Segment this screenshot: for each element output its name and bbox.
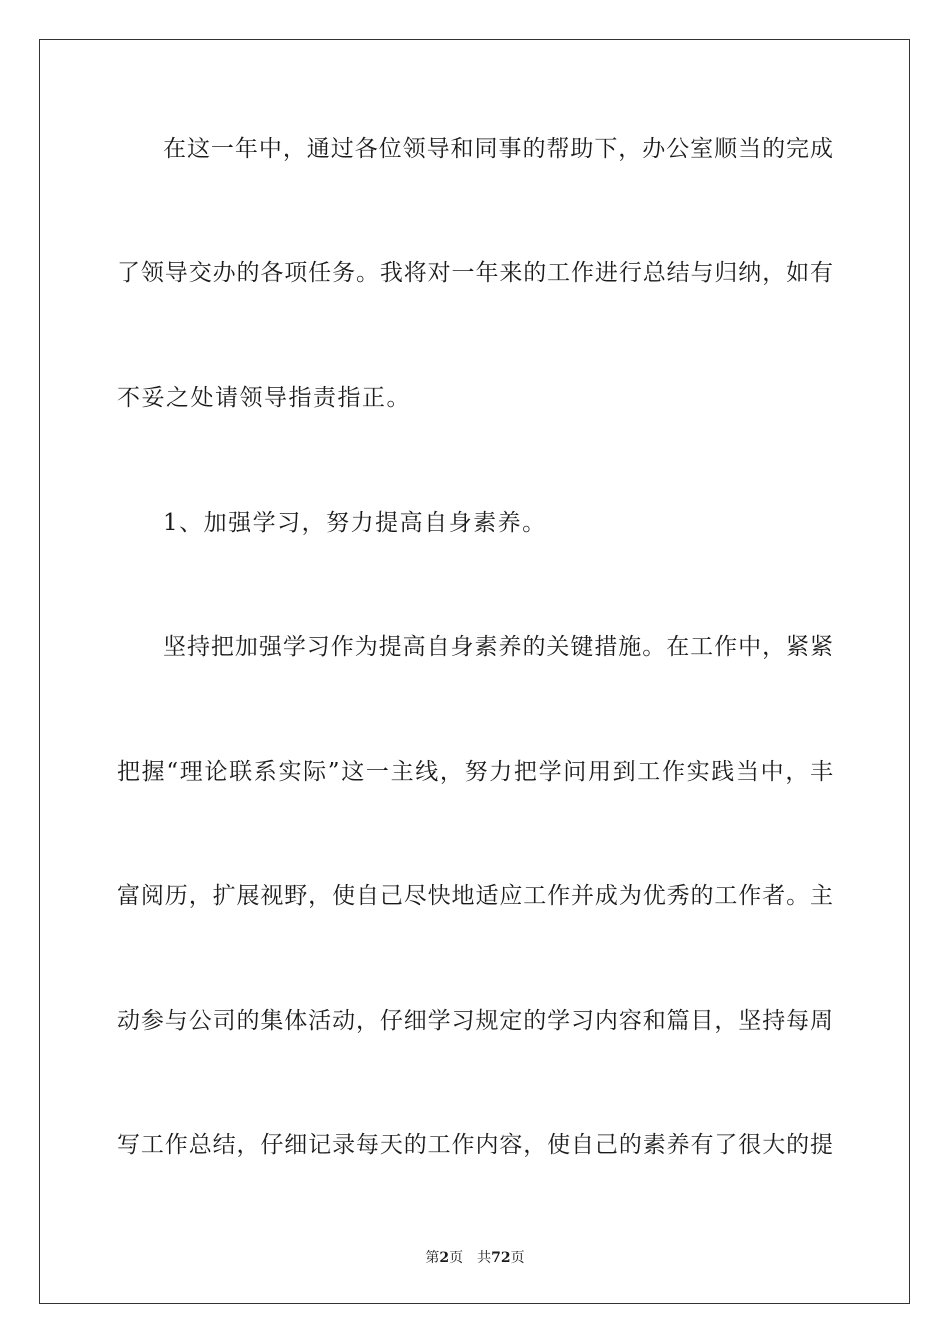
section-heading: 1、加强学习，努力提高自身素养。 [163,510,547,536]
footer-total-pages: 72 [491,1250,511,1266]
footer-page-prefix: 第 [425,1250,440,1266]
paragraph-line-7: 动参与公司的集体活动，仔细学习规定的学习内容和篇目，坚持每周 [117,1008,833,1034]
paragraph-line-6: 富阅历，扩展视野，使自己尽快地适应工作并成为优秀的工作者。主 [117,883,833,909]
paragraph-line-8: 写工作总结，仔细记录每天的工作内容，使自己的素养有了很大的提 [117,1132,833,1158]
footer-page-suffix: 页 [449,1250,464,1266]
footer-total-suffix: 页 [510,1250,525,1266]
paragraph-line-3: 不妥之处请领导指责指正。 [117,385,411,411]
paragraph-line-2: 了领导交办的各项任务。我将对一年来的工作进行总结与归纳，如有 [117,260,833,286]
page-footer [0,1249,950,1267]
paragraph-line-4: 坚持把加强学习作为提高自身素养的关键措施。在工作中，紧紧 [163,634,833,660]
paragraph-line-5: 把握“理论联系实际”这一主线，努力把学问用到工作实践当中，丰 [117,759,833,785]
footer-page-number: 2 [439,1250,450,1266]
paragraph-line-1: 在这一年中，通过各位领导和同事的帮助下，办公室顺当的完成 [163,136,833,162]
page-frame [39,39,910,1304]
footer-total-prefix: 共 [477,1250,492,1266]
